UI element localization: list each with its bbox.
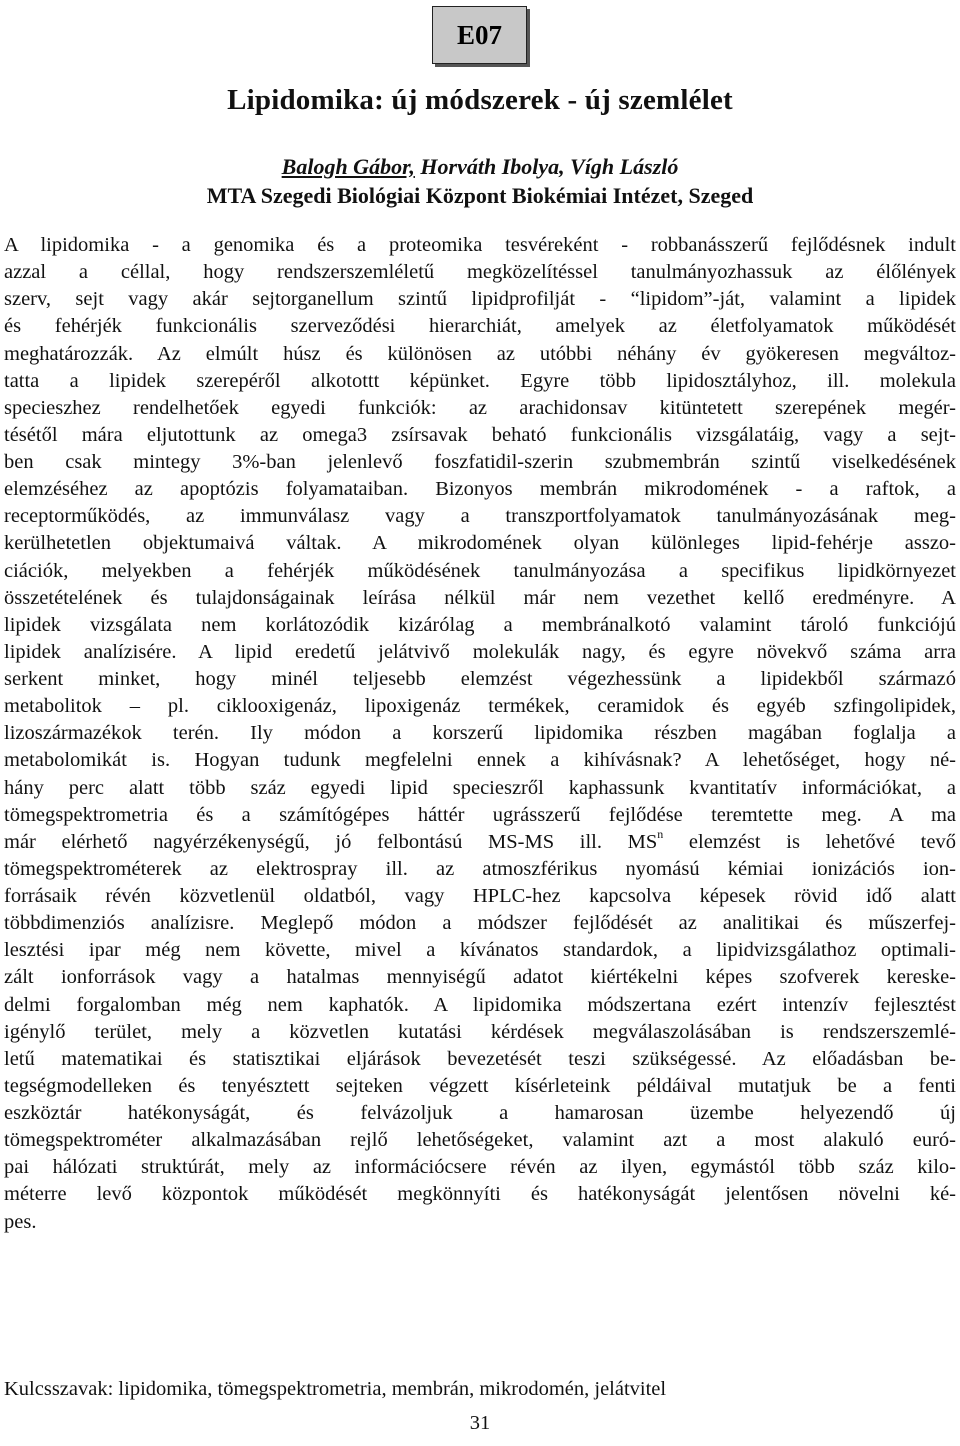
keywords-line: Kulcsszavak: lipidomika, tömegspektrometria, membrán, mikrodomén, jelátvitel	[4, 1378, 667, 1400]
body-line-segment: már elérhető nagyérzékenységű, jó felbontású MS-MS ill. MS	[4, 830, 658, 853]
body-line: méterre levő központok működését megkönnyíti és hatékonyságát jelentősen növelni ké-	[4, 1183, 956, 1206]
body-line: zált ionforrások vagy a hatalmas mennyiségű adatot kiértékelni képes szofverek kereske-	[4, 966, 956, 989]
body-line: tömegspektrometria és a számítógépes háttér ugrásszerű fejlődése teremtette meg. A ma	[4, 803, 956, 826]
superscript: n	[657, 826, 664, 841]
body-line: szerv, sejt vagy akár sejtorganellum szintű lipidprofilját - “lipidom”-ját, valamint a lipidek	[4, 288, 956, 311]
body-line: igénylő terület, mely a közvetlen kutatási kérdések megválaszolásában is rendszerszemlé-	[4, 1020, 956, 1043]
body-line: metabolitok – pl. ciklooxigenáz, lipoxigenáz termékek, ceramidok és egyéb szfingolipidek,	[4, 695, 956, 718]
body-line: receptorműködés, az immunválasz vagy a transzportfolyamatok tanulmányozásának meg-	[4, 505, 956, 528]
body-line: lipidek analízisére. A lipid eredetű jelátvivő molekulák nagy, és egyre növekvő száma arra	[4, 640, 956, 663]
body-line: eszköztár hatékonyságát, és felvázoljuk a hamarosan üzembe helyezendő új	[4, 1102, 956, 1124]
body-line: lizoszármazékok terén. Ily módon a korszerű lipidomika részben magában foglalja a	[4, 722, 956, 745]
body-line: delmi forgalomban még nem kaphatók. A lipidomika módszertana ezért intenzív fejlesztést	[4, 993, 956, 1016]
body-line: azzal a céllal, hogy rendszerszemléletű megközelítéssel tanulmányozhassuk az élőlények	[4, 261, 956, 284]
body-line: serkent minket, hogy minél teljesebb elemzést végezhessünk a lipidekből származó	[4, 668, 956, 690]
body-line: kerülhetetlen objektumaivá váltak. A mikrodomének olyan különleges lipid-fehérje asszo-	[4, 532, 956, 555]
abstract-code-box: E07	[432, 6, 527, 64]
body-line: metabolomikát is. Hogyan tudunk megfelelni ennek a kihívásnak? A lehetőséget, hogy né-	[4, 749, 956, 772]
body-line: pai hálózati struktúrát, mely az információcsere révén az ilyen, egymástól több száz kilo-	[4, 1156, 956, 1179]
body-line	[4, 826, 956, 856]
body-line: ciációk, melyekben a fehérjék működésének tanulmányozása a specifikus lipidkörnyezet	[4, 559, 956, 582]
body-line: tömegspektrométer alkalmazásában rejlő lehetőségeket, valamint azt a most alakuló euró-	[4, 1129, 956, 1152]
affiliation: MTA Szegedi Biológiai Központ Biokémiai Intézet, Szeged	[206, 183, 754, 208]
body-line: meghatározzák. Az elmúlt húsz és különösen az utóbbi néhány év gyökeresen megváltoz-	[4, 342, 956, 365]
abstract-body	[4, 232, 956, 1236]
body-line: ben csak mintegy 3%-ban jelenlevő foszfatidil-szerin szubmembrán szintű viselkedésének	[4, 451, 956, 473]
page-number: 31	[469, 1412, 491, 1434]
body-line: pes.	[4, 1210, 37, 1233]
body-line: forrásaik révén közvetlenül oldatból, vagy HPLC-hez kapcsolva képesek rövid idő alatt	[4, 885, 956, 907]
body-line: tömegspektrométerek az elektrospray ill. az atmoszférikus nyomású kémiai ionizációs ion-	[4, 857, 956, 880]
body-line: tegségmodelleken és tenyésztett sejteken végzett kísérleteink példáival mutatjuk be a fenti	[4, 1074, 956, 1097]
body-line: A lipidomika - a genomika és a proteomika tesvéreként - robbanásszerű fejlődésnek indult	[4, 234, 956, 256]
body-line: specieszhez rendelhetőek egyedi funkciók: az arachidonsav kitüntetett szerepének megér-	[4, 396, 956, 419]
authors-line	[0, 154, 960, 180]
body-line: és fehérjék funkcionális szerveződési hierarchiát, amelyek az életfolyamatok működését	[4, 315, 956, 338]
co-authors: Horváth Ibolya, Vígh László	[414, 154, 679, 179]
body-line: többdimenziós analízisre. Meglepő módon a módszer fejlődését az analitikai és műszerfej-	[4, 912, 956, 935]
body-line-segment: elemzést is lehetővé tevő	[663, 830, 956, 853]
body-line: hány perc alatt több száz egyedi lipid specieszről kaphassunk kvantitatív információkat, a	[4, 776, 956, 799]
body-line: összetételének és tulajdonságainak leírása nélkül már nem vezethet kellő eredményre. A	[4, 586, 956, 609]
abstract-title: Lipidomika: új módszerek - új szemlélet	[227, 84, 733, 116]
body-line: letű matematikai és statisztikai eljárások bevezetését teszi szükségessé. Az előadásban be-	[4, 1047, 956, 1070]
body-line: elemzéséhez az apoptózis folyamataiban. Bizonyos membrán mikrodomének - a raftok, a	[4, 478, 956, 501]
body-line: tésétől mára eljutottunk az omega3 zsírsavak beható funkcionális vizsgálatáig, vagy a sejt-	[4, 423, 956, 446]
body-line: tatta a lipidek szerepéről alkotottt képünket. Egyre több lipidosztályhoz, ill. molekula	[4, 369, 956, 392]
body-line: lesztési ipar még nem követte, mivel a kívánatos standardok, a lipidvizsgálathoz optimali-	[4, 939, 956, 962]
presenting-author: Balogh Gábor,	[281, 154, 415, 179]
body-line: lipidek vizsgálata nem korlátozódik kizárólag a membránalkotó valamint tároló funkciójú	[4, 613, 956, 636]
